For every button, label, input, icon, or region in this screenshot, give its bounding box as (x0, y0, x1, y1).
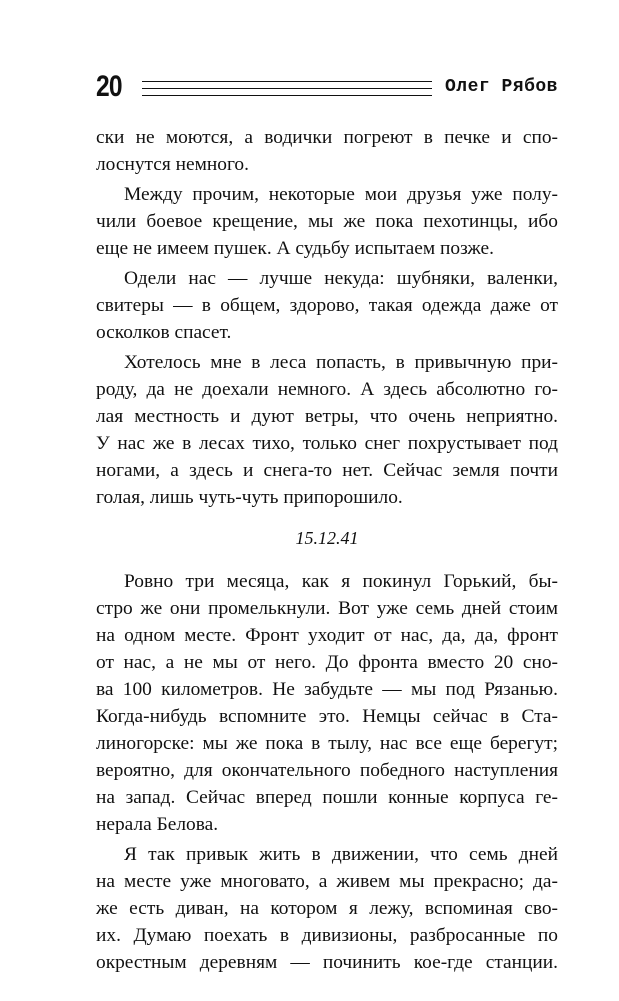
header-rule-line (142, 81, 432, 82)
text-line: еще не имеем пушек. А судьбу испытаем позже. (96, 238, 494, 259)
text-line: на месте уже многовато, а живем мы прекрасно; да- (96, 871, 558, 892)
text-line: вероятно, для окончательного победного наступления (96, 760, 558, 781)
text-line: линогорске: мы же пока в тылу, нас все еще берегут; (96, 733, 558, 754)
text-line: роду, да не доехали немного. А здесь абсолютно го- (96, 379, 558, 400)
text-line: Я так привык жить в движении, что семь дней (124, 844, 558, 865)
paragraph (96, 181, 558, 262)
text-line: осколков спасет. (96, 322, 232, 343)
text-line: Одели нас — лучше некуда: шубняки, валенки, (124, 268, 558, 289)
text-line: от нас, а не мы от него. До фронта вместо 20 сно- (96, 652, 558, 673)
page-number: 20 (96, 70, 122, 103)
running-header (96, 70, 558, 104)
text-line: Хотелось мне в леса попасть, в привычную при- (124, 352, 558, 373)
text-line: на запад. Сейчас вперед пошли конные корпуса ге- (96, 787, 558, 808)
date-heading: 15.12.41 (295, 528, 359, 548)
text-line: лая местность и дуют ветры, что очень неприятно. (96, 406, 558, 427)
header-rule-line (142, 88, 432, 89)
text-line: Когда-нибудь вспомните это. Немцы сейчас в Ста- (96, 706, 558, 727)
text-line: стро же они промелькнули. Вот уже семь дней стоим (96, 598, 558, 619)
body-text (96, 124, 558, 979)
paragraph (96, 124, 558, 178)
text-line: Между прочим, некоторые мои друзья уже полу- (124, 184, 558, 205)
paragraph (96, 841, 558, 976)
text-line: их. Думаю поехать в дивизионы, разбросанные по (96, 925, 558, 946)
paragraph (96, 568, 558, 838)
text-line: голая, лишь чуть-чуть припорошило. (96, 487, 403, 508)
header-rule-line (142, 95, 432, 96)
text-line: свитеры — в общем, здорово, такая одежда даже от (96, 295, 558, 316)
author-name: Олег Рябов (444, 77, 558, 97)
text-line: У нас же в лесах тихо, только снег похрустывает под (96, 433, 558, 454)
text-line: же есть диван, на котором я лежу, вспоминая сво- (96, 898, 558, 919)
text-line: ва 100 километров. Не забудьте — мы под Рязанью. (96, 679, 558, 700)
text-line: чили боевое крещение, мы же пока пехотинцы, ибо (96, 211, 558, 232)
text-line: ски не моются, а водички погреют в печке и спо- (96, 127, 558, 148)
paragraph (96, 265, 558, 346)
header-rules (142, 81, 432, 102)
paragraph (96, 349, 558, 511)
text-line: окрестным деревням — починить кое-где станции. (96, 952, 558, 973)
text-line: нерала Белова. (96, 814, 219, 835)
text-line: лоснутся немного. (96, 154, 249, 175)
text-line: ногами, а здесь и снега-то нет. Сейчас земля почти (96, 460, 558, 481)
text-line: Ровно три месяца, как я покинул Горький, бы- (124, 571, 558, 592)
text-line: на одном месте. Фронт уходит от нас, да, да, фронт (96, 625, 558, 646)
